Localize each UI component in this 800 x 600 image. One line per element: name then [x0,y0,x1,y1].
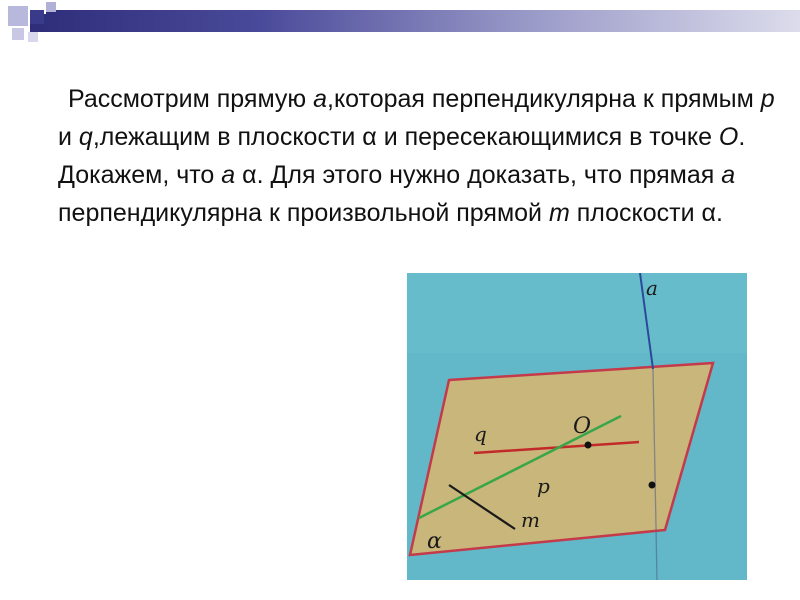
italic-q: q [78,123,93,151]
text-span: ,которая перпендикулярна к прямым [327,85,761,113]
figure-texture [407,273,747,353]
label-q: q [474,422,487,446]
point-o [585,442,592,449]
text-span: плоскости α. [569,199,723,227]
text-span: перпендикулярна к произвольной прямой [58,199,549,227]
decor-square [28,32,38,42]
italic-a: а [721,161,736,189]
label-a: a [646,276,658,300]
paragraph [58,80,788,232]
text-span: Рассмотрим прямую [68,85,314,113]
slide-body-text [58,80,788,232]
italic-o: О [718,123,739,151]
label-m: m [521,508,540,532]
header-gradient-bar [30,10,800,32]
decor-square [8,6,28,26]
decor-square [12,28,24,40]
text-span: и [58,123,79,151]
geometry-figure-photo [407,273,747,580]
italic-p: p [760,85,775,113]
header-squares [0,0,70,52]
label-p: p [537,474,550,498]
geometry-figure [407,273,747,580]
italic-m: m [548,199,570,227]
text-span: α. Для этого нужно доказать, что прямая [235,161,722,189]
text-span: . Докажем, что [58,123,746,189]
point-on-a [649,482,656,489]
header-decoration [0,0,800,52]
decor-square [46,2,56,12]
text-span: ,лежащим в плоскости α и пересекающимися в точке [92,123,719,151]
decor-square [30,10,44,24]
label-alpha: α [427,529,442,554]
label-o: O [573,414,592,439]
italic-a: а [313,85,328,113]
italic-a: а [221,161,236,189]
